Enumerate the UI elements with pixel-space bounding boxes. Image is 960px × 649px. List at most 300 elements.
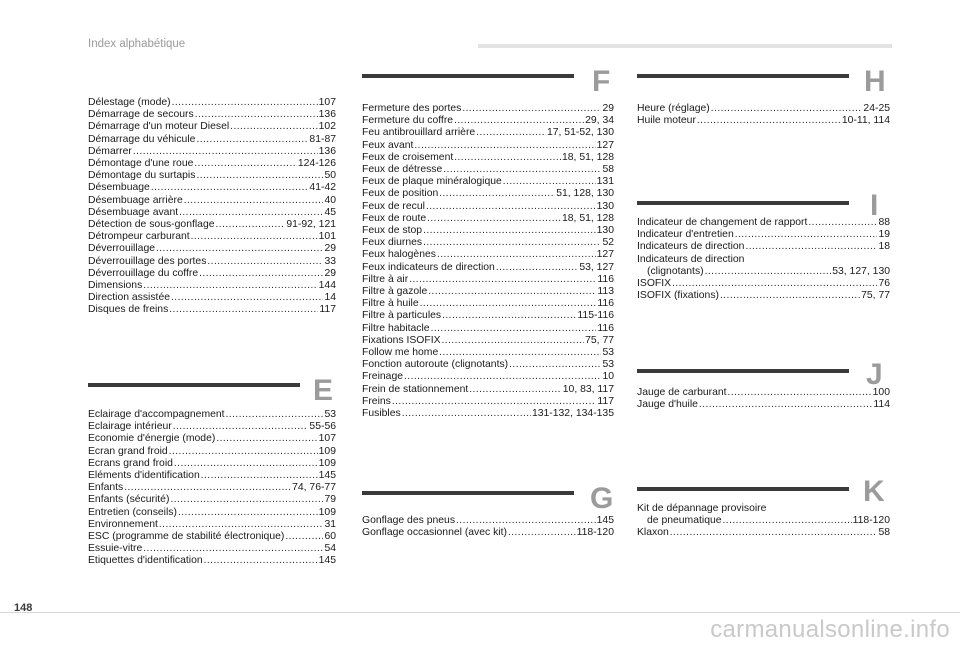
- entry-term: ISOFIX (fixations): [637, 290, 719, 302]
- index-entry: [362, 359, 614, 371]
- dot-leader: [199, 268, 323, 280]
- entry-pages: 50: [324, 170, 336, 182]
- dot-leader: [402, 408, 531, 420]
- dot-leader: [476, 127, 546, 139]
- dot-leader: [170, 494, 323, 506]
- entry-term: Feux diurnes: [362, 237, 423, 249]
- entry-term: Fermeture des portes: [362, 103, 462, 114]
- dot-leader: [437, 249, 596, 261]
- entry-term: Ecrans grand froid: [88, 457, 173, 469]
- dot-leader: [439, 347, 601, 359]
- entry-pages: 109: [318, 445, 336, 457]
- dot-leader: [426, 201, 596, 213]
- index-entry: [362, 237, 614, 249]
- index-entry: [362, 515, 614, 527]
- entry-pages: 107: [318, 97, 336, 108]
- section-k-rule: [637, 487, 849, 491]
- section-g-rule: [362, 491, 574, 495]
- dot-leader: [169, 446, 318, 458]
- entry-pages: 130: [596, 225, 614, 237]
- entry-pages: 53: [324, 409, 336, 420]
- entry-term: Feux indicateurs de direction: [362, 261, 495, 273]
- index-entry: [88, 519, 336, 531]
- section-g-letter: G: [590, 482, 614, 515]
- entry-term: Démarrer: [88, 145, 132, 157]
- entry-term: Economie d'énergie (mode): [88, 433, 216, 445]
- index-entry: [88, 555, 336, 567]
- dot-leader: [207, 256, 323, 268]
- dot-leader: [454, 152, 561, 164]
- index-entry: [362, 188, 614, 200]
- entry-pages: 41-42: [309, 182, 336, 194]
- entry-pages: 102: [318, 121, 336, 133]
- dot-leader: [171, 292, 323, 304]
- dot-leader: [720, 290, 860, 302]
- index-entry: [88, 507, 336, 519]
- index-entry: [637, 266, 890, 278]
- entry-pages: 136: [318, 109, 336, 121]
- entry-term: Feux de croisement: [362, 151, 454, 163]
- entry-pages: 74, 76-77: [292, 482, 336, 494]
- entry-term: Enfants: [88, 482, 124, 494]
- entry-term: Eléments d'identification: [88, 470, 200, 482]
- index-entry: [362, 347, 614, 359]
- section-h-letter: H: [864, 65, 886, 98]
- dot-leader: [285, 531, 323, 543]
- dot-leader: [404, 371, 601, 383]
- entry-term: Fermeture du coffre: [362, 115, 454, 127]
- index-entry: [362, 286, 614, 298]
- section-i-rule: [637, 201, 849, 205]
- dot-leader: [201, 470, 318, 482]
- index-entry: [637, 503, 890, 515]
- index-entry: [362, 527, 614, 539]
- section-e-letter: E: [313, 374, 334, 407]
- dot-leader: [156, 243, 323, 255]
- dot-leader: [431, 323, 597, 335]
- entry-pages: 10: [602, 371, 614, 383]
- entry-pages: 127: [596, 249, 614, 261]
- dot-leader: [159, 519, 324, 531]
- index-entry: [637, 278, 890, 290]
- entry-term: Démarrage de secours: [88, 109, 194, 121]
- index-entry: [637, 290, 890, 302]
- dot-leader: [216, 433, 317, 445]
- entry-term: Filtre à gazole: [362, 286, 428, 298]
- index-entry: [362, 152, 614, 164]
- entry-pages: 53, 127: [579, 261, 614, 273]
- entry-term: Eclairage d'accompagnement: [88, 409, 225, 420]
- index-entry: [362, 262, 614, 274]
- index-entry: [362, 298, 614, 310]
- entry-term: Indicateurs de direction: [637, 241, 745, 253]
- dot-leader: [196, 134, 308, 146]
- dot-leader: [496, 262, 578, 274]
- entry-pages: 58: [878, 527, 890, 539]
- entry-pages: 76: [878, 278, 890, 290]
- section-h-rule: [637, 74, 849, 78]
- entry-pages: 127: [596, 139, 614, 151]
- dot-leader: [442, 335, 585, 347]
- entry-pages: 88: [878, 217, 890, 228]
- entry-term: Déverrouillage des portes: [88, 255, 207, 267]
- entry-pages: 19: [878, 229, 890, 241]
- dot-leader: [420, 298, 597, 310]
- index-entry: [362, 176, 614, 188]
- entry-pages: 53, 127, 130: [832, 265, 890, 277]
- entry-pages: 79: [324, 494, 336, 506]
- index-entry: [88, 470, 336, 482]
- dot-leader: [423, 225, 596, 237]
- entry-pages: 60: [324, 531, 336, 543]
- index-entry: [88, 97, 336, 109]
- entry-pages: 116: [597, 322, 614, 334]
- entry-term: Filtre à air: [362, 273, 409, 285]
- index-entry: [88, 494, 336, 506]
- section-f-list: [362, 103, 614, 420]
- dot-leader: [179, 207, 323, 219]
- entry-pages: 58: [602, 164, 614, 176]
- entry-term: Démontage du surtapis: [88, 170, 196, 182]
- section-g-list: [362, 515, 614, 539]
- entry-term: Feux de position: [362, 188, 439, 200]
- index-entry: [637, 399, 890, 411]
- dot-leader: [508, 527, 576, 539]
- section-i-letter: I: [870, 189, 879, 222]
- entry-pages: 101: [318, 231, 336, 243]
- entry-pages: 29, 34: [585, 115, 614, 127]
- index-entry: [362, 201, 614, 213]
- entry-term: Ecran grand froid: [88, 445, 168, 457]
- entry-pages: 145: [596, 515, 614, 526]
- index-entry: [88, 195, 336, 207]
- entry-term: Feux de plaque minéralogique: [362, 176, 502, 188]
- section-k-list: [637, 503, 890, 540]
- dot-leader: [230, 121, 317, 133]
- dot-leader: [423, 237, 601, 249]
- index-entry: [637, 527, 890, 539]
- index-entry: [88, 207, 336, 219]
- entry-term: Désembuage avant: [88, 206, 179, 218]
- entry-term: Eclairage intérieur: [88, 421, 172, 433]
- entry-term: Filtre à huile: [362, 298, 419, 310]
- entry-term: Feux avant: [362, 139, 414, 151]
- entry-pages: 117: [319, 304, 336, 316]
- dot-leader: [151, 182, 309, 194]
- entry-pages: 24-25: [863, 103, 890, 114]
- index-entry: [88, 182, 336, 194]
- entry-term: Gonflage des pneus: [362, 515, 456, 526]
- entry-term: Entretien (conseils): [88, 506, 177, 518]
- dot-leader: [216, 219, 286, 231]
- entry-term: Klaxon: [637, 527, 669, 539]
- index-entry: [362, 335, 614, 347]
- dot-leader: [697, 115, 841, 127]
- entry-pages: 131: [596, 176, 614, 188]
- entry-pages: 118-120: [576, 527, 614, 539]
- dot-leader: [204, 555, 318, 567]
- entry-term: Détection de sous-gonflage: [88, 219, 215, 231]
- entry-pages: 29: [324, 243, 336, 255]
- dot-leader: [723, 515, 852, 527]
- dot-leader: [174, 458, 318, 470]
- entry-term: Environnement: [88, 518, 158, 530]
- index-entry: [362, 115, 614, 127]
- entry-term: Feux de route: [362, 212, 427, 224]
- entry-term: Essuie-vitre: [88, 543, 143, 555]
- section-i-list: [637, 217, 890, 302]
- entry-term: Indicateur de changement de rapport: [637, 217, 808, 228]
- dot-leader: [705, 266, 832, 278]
- section-e-list: [88, 409, 336, 568]
- entry-term: Délestage (mode): [88, 97, 171, 108]
- dot-leader: [454, 115, 584, 127]
- index-entry: [88, 134, 336, 146]
- entry-pages: 116: [597, 273, 614, 285]
- index-entry: [88, 256, 336, 268]
- entry-pages: 40: [324, 194, 336, 206]
- index-entry: [362, 127, 614, 139]
- dot-leader: [173, 421, 309, 433]
- dot-leader: [169, 304, 318, 316]
- entry-pages: 115-116: [577, 310, 614, 322]
- entry-pages: 118-120: [852, 515, 890, 527]
- dot-leader: [443, 164, 601, 176]
- index-entry: [362, 408, 614, 420]
- dot-leader: [745, 241, 877, 253]
- entry-term: Désembuage: [88, 182, 150, 194]
- entry-term: Freinage: [362, 371, 404, 383]
- entry-term: Démarrage du véhicule: [88, 133, 196, 145]
- dot-leader: [226, 409, 324, 421]
- entry-pages: 109: [318, 457, 336, 469]
- entry-pages: 75, 77: [585, 334, 614, 346]
- section-e-rule: [88, 383, 300, 387]
- index-entry: [362, 249, 614, 261]
- dot-leader: [509, 359, 601, 371]
- entry-pages: 33: [324, 255, 336, 267]
- dot-leader: [414, 140, 595, 152]
- dot-leader: [178, 507, 318, 519]
- entry-pages: 75, 77: [861, 290, 890, 302]
- dot-leader: [427, 213, 561, 225]
- index-entry: [637, 103, 890, 115]
- dot-leader: [428, 286, 596, 298]
- section-d-list: [88, 97, 336, 317]
- entry-term: Détrompeur carburant: [88, 231, 190, 243]
- entry-pages: 136: [318, 145, 336, 157]
- index-entry: [88, 231, 336, 243]
- index-entry: [637, 387, 890, 399]
- entry-pages: 45: [324, 206, 336, 218]
- index-entry: [637, 217, 890, 229]
- entry-term: Feu antibrouillard arrière: [362, 127, 476, 139]
- dot-leader: [143, 280, 317, 292]
- dot-leader: [462, 103, 601, 115]
- entry-term: Filtre habitacle: [362, 322, 430, 334]
- entry-pages: 29: [324, 267, 336, 279]
- entry-pages: 31: [324, 518, 336, 530]
- dot-leader: [124, 482, 291, 494]
- dot-leader: [194, 158, 296, 170]
- index-entry: [88, 482, 336, 494]
- entry-term: Gonflage occasionnel (avec kit): [362, 527, 507, 539]
- entry-pages: 52: [602, 237, 614, 249]
- section-j-letter: J: [866, 358, 883, 391]
- entry-pages: 114: [873, 399, 890, 411]
- entry-pages: 131-132, 134-135: [531, 408, 614, 420]
- page-number: 148: [14, 602, 33, 614]
- index-entry: [637, 254, 890, 266]
- dot-leader: [711, 103, 863, 115]
- index-entry: [88, 268, 336, 280]
- entry-pages: 18, 51, 128: [562, 212, 614, 224]
- index-entry: [88, 146, 336, 158]
- entry-term: Démontage d'une roue: [88, 158, 194, 170]
- index-entry: [88, 304, 336, 316]
- dot-leader: [735, 229, 878, 241]
- entry-pages: 144: [318, 280, 336, 292]
- entry-term: ISOFIX: [637, 278, 672, 290]
- dot-leader: [699, 399, 873, 411]
- entry-term: Etiquettes d'identification: [88, 555, 203, 567]
- entry-term: Déverrouillage: [88, 243, 155, 255]
- index-entry: [362, 274, 614, 286]
- entry-term: Désembuage arrière: [88, 194, 183, 206]
- entry-pages: 14: [324, 292, 336, 304]
- dot-leader: [133, 146, 318, 158]
- entry-pages: 145: [318, 470, 336, 482]
- dot-leader: [196, 170, 323, 182]
- entry-pages: 100: [872, 387, 890, 398]
- dot-leader: [728, 387, 872, 399]
- entry-term: Enfants (sécurité): [88, 494, 170, 506]
- index-entry: [88, 109, 336, 121]
- entry-pages: 18: [878, 241, 890, 253]
- section-j-rule: [637, 369, 849, 373]
- entry-pages: 29: [602, 103, 614, 114]
- dot-leader: [143, 543, 323, 555]
- index-entry: [362, 225, 614, 237]
- dot-leader: [191, 231, 318, 243]
- index-entry: [88, 446, 336, 458]
- entry-term: Heure (réglage): [637, 103, 710, 114]
- entry-term: Kit de dépannage provisoire: [637, 503, 767, 514]
- entry-term: Follow me home: [362, 347, 439, 359]
- dot-leader: [184, 195, 324, 207]
- entry-pages: 145: [318, 555, 336, 567]
- entry-pages: 53: [602, 359, 614, 371]
- entry-pages: 55-56: [309, 421, 336, 433]
- index-entry: [88, 243, 336, 255]
- dot-leader: [456, 515, 596, 527]
- watermark: carmanualsonline.info: [710, 616, 950, 643]
- index-entry: [88, 170, 336, 182]
- index-entry: [88, 219, 336, 231]
- section-h-list: [637, 103, 890, 127]
- entry-term: Feux de détresse: [362, 164, 443, 176]
- dot-leader: [808, 217, 877, 229]
- index-entry: [88, 543, 336, 555]
- section-f-rule: [362, 74, 574, 78]
- index-entry: [88, 292, 336, 304]
- entry-pages: 117: [597, 395, 614, 407]
- index-entry: [637, 515, 890, 527]
- index-entry: [88, 458, 336, 470]
- dot-leader: [670, 527, 878, 539]
- entry-pages: 91-92, 121: [286, 219, 336, 231]
- entry-pages: 113: [597, 286, 614, 298]
- entry-pages: 17, 51-52, 130: [546, 127, 614, 139]
- entry-pages: 10-11, 114: [841, 115, 890, 127]
- entry-term: ESC (programme de stabilité électronique): [88, 531, 285, 543]
- index-entry: [362, 103, 614, 115]
- entry-term: Indicateurs de direction: [637, 253, 745, 265]
- entry-term: Fonction autoroute (clignotants): [362, 359, 509, 371]
- entry-term: Déverrouillage du coffre: [88, 267, 199, 279]
- index-entry: [362, 213, 614, 225]
- entry-term: Feux de stop: [362, 225, 423, 237]
- entry-term: Disques de freins: [88, 304, 169, 316]
- entry-pages: 18, 51, 128: [562, 151, 614, 163]
- index-entry: [88, 121, 336, 133]
- entry-term: Filtre à particules: [362, 310, 442, 322]
- index-entry: [88, 280, 336, 292]
- dot-leader: [409, 274, 596, 286]
- entry-term: Démarrage d'un moteur Diesel: [88, 121, 230, 133]
- dot-leader: [392, 396, 597, 408]
- entry-pages: 81-87: [309, 133, 336, 145]
- footer-rule: [0, 612, 960, 613]
- entry-term: Jauge de carburant: [637, 387, 727, 398]
- index-entry: [88, 531, 336, 543]
- entry-term: Indicateur d'entretien: [637, 229, 734, 241]
- dot-leader: [172, 97, 318, 109]
- section-f-letter: F: [592, 65, 611, 98]
- index-entry: [362, 164, 614, 176]
- entry-term: Huile moteur: [637, 115, 696, 127]
- entry-term: (clignotants): [647, 265, 704, 277]
- entry-pages: 107: [318, 433, 336, 445]
- dot-leader: [439, 188, 555, 200]
- entry-term: Feux halogènes: [362, 249, 436, 261]
- header-title: Index alphabétique: [88, 38, 186, 50]
- index-entry: [88, 433, 336, 445]
- entry-pages: 10, 83, 117: [562, 383, 614, 395]
- entry-pages: 130: [596, 200, 614, 212]
- entry-pages: 124-126: [297, 158, 336, 170]
- section-k-letter: K: [863, 475, 885, 508]
- index-entry: [88, 158, 336, 170]
- dot-leader: [503, 176, 596, 188]
- entry-pages: 54: [324, 543, 336, 555]
- section-j-list: [637, 387, 890, 411]
- index-entry: [637, 115, 890, 127]
- entry-term: Direction assistée: [88, 292, 171, 304]
- index-entry: [362, 384, 614, 396]
- entry-term: Frein de stationnement: [362, 383, 469, 395]
- index-entry: [362, 140, 614, 152]
- entry-term: de pneumatique: [647, 515, 722, 527]
- index-entry: [88, 421, 336, 433]
- dot-leader: [442, 310, 576, 322]
- index-entry: [88, 409, 336, 421]
- dot-leader: [469, 384, 561, 396]
- entry-term: Feux de recul: [362, 200, 425, 212]
- entry-pages: 109: [318, 506, 336, 518]
- entry-term: Jauge d'huile: [637, 399, 698, 411]
- index-entry: [637, 241, 890, 253]
